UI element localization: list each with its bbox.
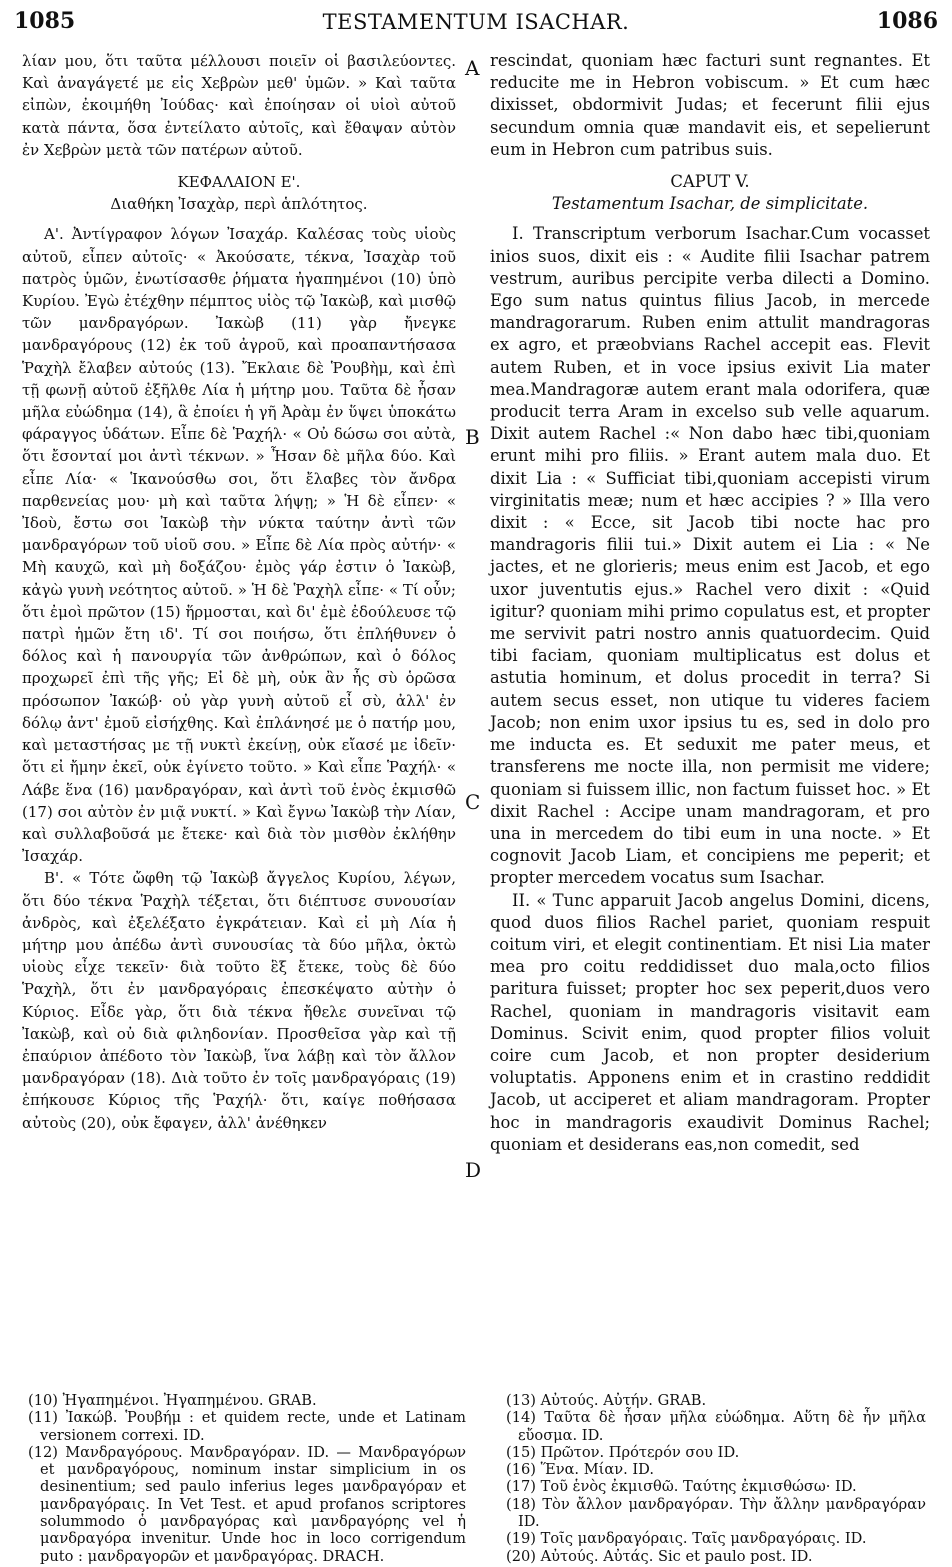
greek-column [22,50,456,1134]
latin-intro: rescindat, quoniam hæc facturi sunt regnantes. Et reducite me in Hebron vobiscum. » Et cum hæc dixisset, obdormivit Judas; et fecerunt filii ejus secundum omnia quæ mandavit eis, et sepelierunt eum in Hebron cum patribus suis. [490,51,930,159]
latin-paragraph-2: II. « Tunc apparuit Jacob angelus Domini, dicens, quod duos filios Rachel pariet, quoniam respuit coitum viri, et elegit continentiam. Et nisi Lia mater mea pro coitu reddidisset duo mala,octo filios paritura fuisset; propter hoc sex peperit,duos vero Rachel, quoniam in mandragoris visitavit eam Dominus. Scivit enim, quod propter filios voluit coire cum Jacob, et non propter desiderium voluptatis. Apponens enim et in crastino reddidit Jacob, ut acciperet et aliam mandragoram. Propter hoc in mandragoris exaudivit Dominus Rachel; quoniam et desiderans eas,non comedit, sed [490,890,930,1154]
latin-chapter-subtitle: Testamentum Isachar, de simplicitate. [551,194,869,214]
running-title: TESTAMENTUM ISACHAR. [322,10,630,34]
footnotes-right [506,1392,926,1565]
footnote: (15) Πρῶτον. Πρότερόν σου ID. [506,1443,740,1461]
latin-chapter-heading: CAPUT V. [670,172,750,192]
footnote: (12) Μανδραγόρους. Μανδραγόραν. ID. — Μανδραγόρων et μανδραγόρους, nominum instar simplicium in os desinentium; sed paulo inferius leges μανδραγόραν et μανδραγόραις. In Vet Test. et apud profanos scriptores solummodo ὁ μανδραγόρας καὶ μανδραγόρης vel ἡ μανδραγόρα invenitur. Unde hoc in loco corrigendum puto : μανδραγορῶν et μανδραγόρας. DRACH. [28,1443,466,1565]
latin-paragraph-1: I. Transcriptum verborum Isachar.Cum vocasset inios suos, dixit eis : « Audite filii Isachar patrem vestrum, auribus percipite verba dilecti a Domino. Ego sum natus quintus filius Jacob, in mercede mandragorarum. Ruben enim attulit mandragoras ex agro, et præobvians Rachel accepit eas. Flevit autem Ruben, et in voce ipsius exivit Lia mater mea.Mandragoræ autem erant mala odorifera, quæ producit terra Aram in excelso sub velle aquarum. Dixit autem Rachel :« Non dabo hæc tibi,quoniam erunt mihi pro filiis. » Erant autem mala duo. Et dixit Lia : « Sufficiat tibi,quoniam accepisti virum virginitatis meæ; num et hæc accipies ? » Illa vero dixit : « Ecce, sit Jacob tibi nocte hac pro mandragoris filii tui.» Dixit autem ei Lia : « Ne jactes, et ne glorieris; meus enim est Jacob, et ego uxor juventutis ejus.» Rachel vero dixit : «Quid igitur? quoniam mihi primo copulatus est, et propter me servivit patri nostro annis quatuordecim. Quid tibi faciam, quoniam multiplicatus est dolus et astutia hominum, et dolus procedit in terra? Si autem secus esset, non utique tu videres faciem Jacob; non enim uxor ipsius tu es, sed in dolo pro me inducta es. Et seduxit me pater meus, et transferens me nocte illa, non permisit me videre; quoniam si fuissem illic, non factum fuisset hoc. » Et dixit Rachel : Accipe unam mandragoram, et pro una in mercedem do tibi eum in una nocte. » Et cognovit Jacob Liam, et concipiens me peperit; et propter mercedem vocatus sum Isachar. [490,224,930,888]
margin-letter-c: C [465,790,481,814]
footnote: (14) Ταῦτα δὲ ἦσαν μῆλα εὐώδημα. Αὕτη δὲ ἦν μῆλα εὔοσμα. ID. [506,1409,926,1444]
footnote: (20) Αὐτούς. Αὐτάς. Sic et paulo post. ID. [506,1547,813,1565]
greek-chapter-subtitle: Διαθήκη Ἰσαχὰρ, περὶ ἁπλότητος. [110,195,368,214]
footnote: (19) Τοῖς μανδραγόραις. Ταῖς μανδραγόραις. ID. [506,1530,867,1548]
footnote: (10) Ἠγαπημένοι. Ἠγαπημένου. GRAB. [28,1392,317,1409]
page-number-left: 1085 [14,8,76,34]
margin-letter-a: A [465,56,480,80]
footnotes-left [28,1392,466,1565]
greek-intro: λίαν μου, ὅτι ταῦτα μέλλουσι ποιεῖν οἱ βασιλεύοντες. Καὶ ἀναγάγετέ με εἰς Χεβρὼν μεθ' ὑμῶν. » Καὶ ταῦτα εἰπὼν, ἐκοιμήθη Ἰούδας· καὶ ἐποίησαν οἱ υἱοὶ αὐτοῦ κατὰ πάντα, ὅσα ἐντείλατο αὐτοῖς, καὶ ἔθαψαν αὐτὸν ἐν Χεβρὼν μετὰ τῶν πατέρων αὐτοῦ. [22,52,456,159]
latin-column [490,50,930,1156]
greek-paragraph-2: Β'. « Τότε ὤφθη τῷ Ἰακὼβ ἄγγελος Κυρίου, λέγων, ὅτι δύο τέκνα Ῥαχὴλ τέξεται, ὅτι διέπτυσε συνουσίαν ἀνδρὸς, καὶ ἐξελέξατο ἐγκράτειαν. Καὶ εἰ μὴ Λία ἡ μήτηρ μου ἀπέδω ἀντὶ συνουσίας τὰ δύο μῆλα, ὀκτὼ υἱοὺς εἶχε τεκεῖν· διὰ τοῦτο ἓξ ἔτεκε, τοὺς δὲ δύο Ῥαχὴλ, ὅτι ἐν μανδραγόραις ἐπεσκέψατο αὐτὴν ὁ Κύριος. Εἶδε γὰρ, ὅτι διὰ τέκνα ἤθελε συνεῖναι τῷ Ἰακὼβ, καὶ οὐ διὰ φιληδονίαν. Προσθεῖσα γὰρ καὶ τῇ ἐπαύριον ἀπέδοτο τὸν Ἰακὼβ, ἵνα λάβῃ καὶ τὸν ἄλλον μανδραγόραν (18). Διὰ τοῦτο ἐν τοῖς μανδραγόραις (19) ἐπήκουσε Κύριος τῆς Ῥαχήλ· ὅτι, καίγε ποθήσασα αὐτοὺς (20), οὐκ ἔφαγεν, ἀλλ' ἀνέθηκεν [22,869,456,1132]
margin-letter-b: B [465,425,480,449]
footnote: (11) Ἰακώβ. Ῥουβήμ : et quidem recte, unde et Latinam versionem correxi. ID. [28,1409,466,1444]
footnote: (13) Αὐτούς. Αὐτήν. GRAB. [506,1392,707,1409]
greek-chapter-heading: ΚΕΦΑΛΑΙΟΝ Ε'. [177,173,301,192]
page-number-right: 1086 [876,8,938,34]
greek-paragraph-1: Α'. Ἀντίγραφον λόγων Ἰσαχάρ. Καλέσας τοὺς υἱοὺς αὐτοῦ, εἶπεν αὐτοῖς· « Ἀκούσατε, τέκνα, Ἰσαχὰρ τοῦ πατρὸς ὑμῶν, ἐνωτίσασθε ῥήματα ἠγαπημένοι (10) ὑπὸ Κυρίου. Ἐγὼ ἐτέχθην πέμπτος υἱὸς τῷ Ἰακὼβ, καὶ μισθῷ τῶν μανδραγόρων. Ἰακὼβ (11) γὰρ ἤνεγκε μανδραγόρους (12) ἐκ τοῦ ἀγροῦ, καὶ προαπαντήσασα Ῥαχὴλ ἔλαβεν αὐτούς (13). Ἔκλαιε δὲ Ῥουβὴμ, καὶ ἐπὶ τῇ φωνῇ αὐτοῦ ἐξῆλθε Λία ἡ μήτηρ μου. Ταῦτα δὲ ἦσαν μῆλα εὐώδημα (14), ἃ ἐποίει ἡ γῆ Ἀρὰμ ἐν ὕψει ὑποκάτω φάραγγος ὑδάτων. Εἶπε δὲ Ῥαχήλ· « Οὐ δώσω σοι αὐτὰ, ὅτι ἔσονταί μοι ἀντὶ τέκνων. » Ἦσαν δὲ μῆλα δύο. Καὶ εἶπε Λία· « Ἱκανούσθω σοι, ὅτι ἔλαβες τὸν ἄνδρα παρθενείας μου· μὴ καὶ ταῦτα λήψῃ; » Ἡ δὲ εἶπεν· « Ἰδοὺ, ἔστω σοι Ἰακὼβ τὴν νύκτα ταύτην ἀντὶ τῶν μανδραγόρων τοῦ υἱοῦ σου. » Εἶπε δὲ Λία πρὸς αὐτήν· « Μὴ καυχῶ, καὶ μὴ δοξάζου· ἐμὸς γάρ ἐστιν ὁ Ἰακὼβ, κἀγὼ γυνὴ νεότητος αὐτοῦ. » Ἡ δὲ Ῥαχὴλ εἶπε· « Τί οὖν; ὅτι ἐμοὶ πρῶτον (15) ἥρμοσται, καὶ δι' ἐμὲ ἐδούλευσε τῷ πατρὶ ἡμῶν ἔτη ιδ'. Τί σοι ποιήσω, ὅτι ἐπλήθυνεν ὁ δόλος καὶ ἡ πανουργία τῶν ἀνθρώπων, καὶ ὁ δόλος προχωρεῖ ἐπὶ τῆς γῆς; Εἰ δὲ μὴ, οὐκ ἂν ἧς σὺ ὁρῶσα πρόσωπον Ἰακώβ· οὐ γὰρ γυνὴ αὐτοῦ εἶ σὺ, ἀλλ' ἐν δόλῳ ἀντ' ἐμοῦ εἰσήχθης. Καὶ ἐπλάνησέ με ὁ πατήρ μου, καὶ μεταστήσας με τῇ νυκτὶ ἐκείνῃ, οὐκ εἴασέ με ἰδεῖν· ὅτι εἰ ἤμην ἐκεῖ, οὐκ ἐγίνετο τοῦτο. » Καὶ εἶπε Ῥαχήλ· « Λάβε ἕνα (16) μανδραγόραν, καὶ ἀντὶ τοῦ ἑνὸς ἐκμισθῶ (17) σοι αὐτὸν ἐν μιᾷ νυκτί. » Καὶ ἔγνω Ἰακὼβ τὴν Λίαν, καὶ συλλαβοῦσά με ἔτεκε· καὶ διὰ τὸν μισθὸν ἐκλήθην Ἰσαχάρ. [22,225,456,866]
footnote: (17) Τοῦ ἑνὸς ἐκμισθῶ. Ταύτης ἐκμισθώσω· ID. [506,1478,857,1496]
footnote: (18) Τὸν ἄλλον μανδραγόραν. Τὴν ἄλλην μανδραγόραν ID. [506,1495,926,1531]
footnote: (16) Ἕνα. Μίαν. ID. [506,1461,654,1479]
page-header [14,4,938,44]
margin-letter-d: D [465,1158,482,1182]
